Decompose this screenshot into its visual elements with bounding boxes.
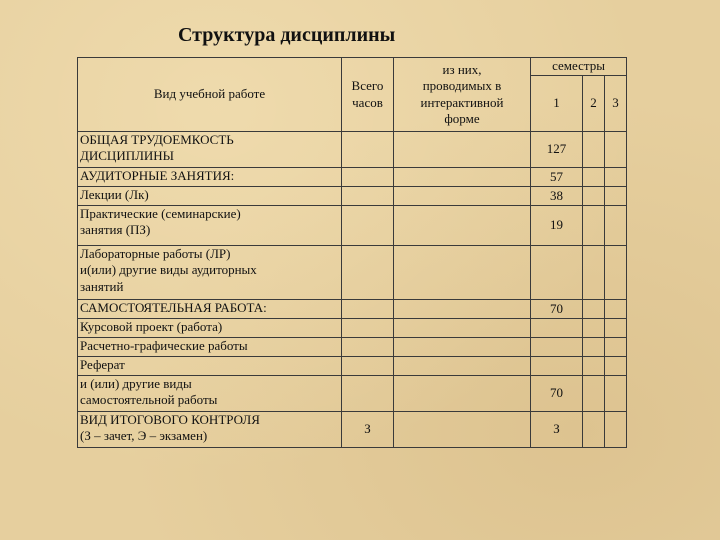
table-row [78, 187, 627, 206]
row-label-line: самостоятельной работы [80, 392, 218, 408]
row-label-line: АУДИТОРНЫЕ ЗАНЯТИЯ: [80, 168, 235, 183]
table-row [78, 246, 627, 300]
semester-1-cell: З [531, 412, 583, 448]
semester-2-cell [583, 300, 605, 319]
row-label-line: ВИД ИТОГОВОГО КОНТРОЛЯ [80, 412, 260, 427]
interactive-hours-cell [394, 338, 531, 357]
interactive-hours-cell [394, 187, 531, 206]
semester-1-cell: 127 [531, 132, 583, 168]
semester-3-cell [605, 187, 627, 206]
semester-3-cell [605, 376, 627, 412]
row-label-line: занятия (ПЗ) [80, 222, 151, 238]
row-label [78, 246, 342, 300]
semester-2-cell [583, 206, 605, 246]
semester-2-cell [583, 319, 605, 338]
semester-3-cell [605, 168, 627, 187]
semester-2-header: 2 [583, 76, 605, 132]
semester-1-cell: 19 [531, 206, 583, 246]
total-hours-cell [342, 132, 394, 168]
table-row [78, 206, 627, 246]
interactive-hours-cell [394, 412, 531, 448]
total-hours-cell [342, 206, 394, 246]
table-row [78, 338, 627, 357]
semester-1-cell [531, 319, 583, 338]
row-label-line: Лекции (Лк) [80, 187, 149, 202]
total-hours-cell [342, 338, 394, 357]
row-label-line: Практические (семинарские) [80, 206, 241, 221]
interactive-hours-cell [394, 206, 531, 246]
row-label-line: и(или) другие виды аудиторных [80, 262, 257, 278]
total-hours-cell [342, 319, 394, 338]
row-label [78, 357, 342, 376]
semester-1-cell: 57 [531, 168, 583, 187]
table-row [78, 412, 627, 448]
semester-1-cell [531, 246, 583, 300]
total-hours-cell [342, 357, 394, 376]
semester-2-cell [583, 187, 605, 206]
row-label [78, 187, 342, 206]
row-label-line: Лабораторные работы (ЛР) [80, 246, 231, 261]
row-label-line: ОБЩАЯ ТРУДОЕМКОСТЬ [80, 132, 234, 147]
row-label [78, 319, 342, 338]
total-hours-cell [342, 168, 394, 187]
row-label [78, 338, 342, 357]
interactive-hours-cell [394, 376, 531, 412]
row-label [78, 132, 342, 168]
interactive-hours-cell [394, 246, 531, 300]
row-label-line: (З – зачет, Э – экзамен) [80, 428, 208, 444]
total-hours-cell: З [342, 412, 394, 448]
semester-3-cell [605, 300, 627, 319]
table-row [78, 376, 627, 412]
row-label [78, 376, 342, 412]
semester-2-cell [583, 357, 605, 376]
semester-2-cell [583, 376, 605, 412]
row-label [78, 206, 342, 246]
table-row [78, 300, 627, 319]
semester-2-cell [583, 412, 605, 448]
semester-3-header: 3 [605, 76, 627, 132]
semester-3-cell [605, 206, 627, 246]
semester-1-cell: 70 [531, 376, 583, 412]
interactive-hours-cell [394, 357, 531, 376]
interactive-hours-cell [394, 319, 531, 338]
semester-1-header: 1 [531, 76, 583, 132]
semester-3-cell [605, 338, 627, 357]
header-interactive: из них, проводимых в интерактивной форме [394, 58, 531, 132]
semester-3-cell [605, 319, 627, 338]
interactive-hours-cell [394, 300, 531, 319]
semester-3-cell [605, 357, 627, 376]
semester-3-cell [605, 246, 627, 300]
page-title: Структура дисциплины [178, 24, 396, 46]
row-label [78, 168, 342, 187]
row-label [78, 300, 342, 319]
total-hours-cell [342, 376, 394, 412]
semester-1-cell [531, 357, 583, 376]
semester-2-cell [583, 132, 605, 168]
semester-2-cell [583, 168, 605, 187]
header-total-hours: Всего часов [342, 58, 394, 132]
table-row [78, 357, 627, 376]
semester-1-cell: 38 [531, 187, 583, 206]
row-label-line: Курсовой проект (работа) [80, 319, 223, 334]
interactive-hours-cell [394, 132, 531, 168]
total-hours-cell [342, 246, 394, 300]
semester-3-cell [605, 132, 627, 168]
row-label-line: САМОСТОЯТЕЛЬНАЯ РАБОТА: [80, 300, 267, 315]
semester-2-cell [583, 338, 605, 357]
table-row [78, 168, 627, 187]
row-label [78, 412, 342, 448]
row-label-line: занятий [80, 278, 124, 294]
semester-1-cell [531, 338, 583, 357]
interactive-hours-cell [394, 168, 531, 187]
header-semesters: семестры [531, 58, 627, 76]
semester-1-cell: 70 [531, 300, 583, 319]
total-hours-cell [342, 187, 394, 206]
row-label-line: Расчетно-графические работы [80, 338, 248, 353]
row-label-line: ДИСЦИПЛИНЫ [80, 148, 175, 164]
total-hours-cell [342, 300, 394, 319]
row-label-line: Реферат [80, 357, 125, 372]
row-label-line: и (или) другие виды [80, 376, 192, 391]
semester-2-cell [583, 246, 605, 300]
header-work-type: Вид учебной работе [78, 58, 342, 132]
table-row [78, 319, 627, 338]
semester-3-cell [605, 412, 627, 448]
table-row [78, 132, 627, 168]
discipline-structure-table [77, 57, 627, 448]
